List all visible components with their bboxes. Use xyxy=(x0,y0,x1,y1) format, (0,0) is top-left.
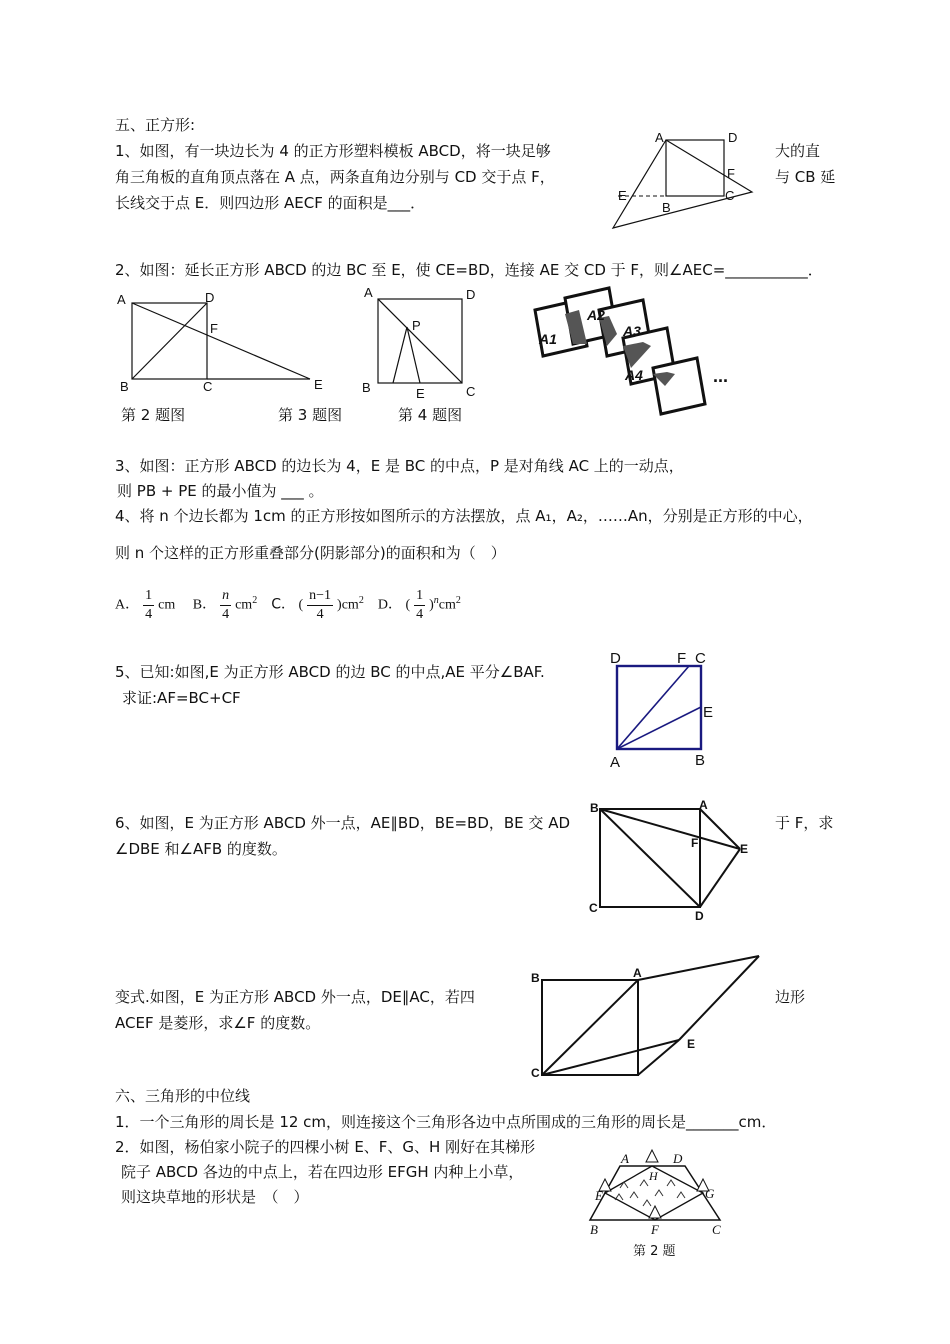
caption-fig4: 第 4 题图 xyxy=(398,406,463,424)
q3-line1: 3、如图：正方形 ABCD 的边长为 4，E 是 BC 的中点，P 是对角线 AC 上的一动点， xyxy=(115,457,684,475)
fig6-label-a: A xyxy=(699,798,708,812)
fig8-label-c: C xyxy=(712,1222,721,1237)
option-b-fraction: $\frac{n}{4}$ xyxy=(222,587,230,622)
q4-line2: 则 n 个这样的正方形重叠部分(阴影部分)的面积和为（ ） xyxy=(115,544,506,562)
q1-line2-right: 与 CB 延 xyxy=(775,168,836,186)
fig8-label-f: F xyxy=(651,1222,659,1237)
caption-fig2: 第 2 题图 xyxy=(121,406,186,424)
fig8-label-e: E xyxy=(595,1188,603,1203)
fig4-label-a3: A3 xyxy=(623,323,641,339)
s6-q2-line1: 2．如图，杨伯家小院子的四棵小树 E、F、G、H 刚好在其梯形 xyxy=(115,1138,536,1156)
q1-figure xyxy=(600,128,770,238)
fig3-label-c: C xyxy=(466,384,476,399)
fig5-label-e: E xyxy=(703,704,714,721)
fig3-label-d: D xyxy=(466,287,476,302)
q5-line2: 求证:AF=BC+CF xyxy=(122,689,241,707)
section6-title: 六、三角形的中位线 xyxy=(115,1087,251,1105)
fig5-label-c: C xyxy=(695,650,706,667)
option-c-label: C． xyxy=(271,596,295,613)
q1-line1: 1、如图，有一块边长为 4 的正方形塑料模板 ABCD，将一块足够 xyxy=(115,142,551,160)
fig8-label-a: A xyxy=(621,1151,629,1166)
option-c-fraction: $\frac{n-1}{4}$ xyxy=(309,587,332,622)
option-a-label: A． xyxy=(115,597,140,613)
fig4-label-a1: A1 xyxy=(539,331,557,347)
fig1-label-a: A xyxy=(655,130,664,145)
fig6-label-e: E xyxy=(740,842,749,856)
option-d-label: D． xyxy=(377,597,402,613)
fig7-label-b: B xyxy=(531,971,540,985)
s6-q2-caption: 第 2 题 xyxy=(633,1244,676,1259)
option-d-fraction: $\frac{1}{4}$ xyxy=(416,587,424,622)
fig5-label-d: D xyxy=(610,650,621,667)
fig3-label-p: P xyxy=(412,318,421,333)
q1-line3: 长线交于点 E．则四边形 AECF 的面积是___． xyxy=(115,194,426,212)
fig3-label-e: E xyxy=(416,386,425,401)
fig7-label-c: C xyxy=(531,1066,540,1080)
fig3-label-a: A xyxy=(364,285,373,300)
q5-figure xyxy=(605,650,725,770)
q4-figure xyxy=(525,288,755,418)
fig8-label-g: G xyxy=(705,1186,715,1201)
fig6-label-d: D xyxy=(695,909,704,923)
q1-line1-right: 大的直 xyxy=(775,142,821,160)
q2-text: 2、如图：延长正方形 ABCD 的边 BC 至 E，使 CE=BD，连接 AE 交 CD 于 F，则∠AEC=___________． xyxy=(115,261,823,279)
fig1-label-c: C xyxy=(725,188,735,203)
s6-q1: 1．一个三角形的周长是 12 cm，则连接这个三角形各边中点所围成的三角形的周长是_______cm． xyxy=(115,1113,777,1131)
fig8-label-h: H xyxy=(649,1169,658,1183)
fig1-label-e: E xyxy=(618,188,627,203)
fig5-label-b: B xyxy=(695,752,706,769)
variant-line1: 变式.如图，E 为正方形 ABCD 外一点，DE∥AC，若四 xyxy=(115,988,475,1006)
fig6-label-b: B xyxy=(590,801,599,815)
fig4-label-a4: A4 xyxy=(625,367,643,383)
q4-line1: 4、将 n 个边长都为 1cm 的正方形按如图所示的方法摆放，点 A₁，A₂，……An，分别是正方形的中心， xyxy=(115,507,813,525)
variant-line1-right: 边形 xyxy=(775,988,806,1006)
fig2-label-c: C xyxy=(203,379,213,394)
q3-line2: 则 PB + PE 的最小值为 ___ 。 xyxy=(117,482,324,500)
fig7-label-e: E xyxy=(687,1037,696,1051)
q6-line1-right: 于 F，求 xyxy=(775,814,834,832)
q6-line1: 6、如图，E 为正方形 ABCD 外一点，AE∥BD，BE=BD，BE 交 AD xyxy=(115,814,571,832)
fig1-label-b: B xyxy=(662,200,671,215)
variant-figure xyxy=(527,950,767,1080)
caption-fig3: 第 3 题图 xyxy=(278,406,343,424)
fig8-label-b: B xyxy=(590,1222,598,1237)
variant-line2: ACEF 是菱形，求∠F 的度数。 xyxy=(115,1014,321,1032)
fig4-label-a2: A2 xyxy=(587,307,605,323)
fig3-label-b: B xyxy=(362,380,371,395)
q4-options: A． $\frac{1}{4}$ cm B． $\frac{n}{4}$ $cm^2$ C． ( $\frac{n-1}{4}$ )$cm^2$ D． ( $\frac{1}{4}$ )$^ncm^2$ xyxy=(115,587,461,622)
fig1-label-f: F xyxy=(727,166,735,181)
fig6-label-c: C xyxy=(589,901,598,915)
fig2-label-b: B xyxy=(120,379,129,394)
q3-figure xyxy=(360,284,485,402)
fig6-label-f: F xyxy=(691,836,699,850)
option-a-fraction: $\frac{1}{4}$ xyxy=(145,587,153,622)
q6-figure xyxy=(585,797,760,922)
section5-title: 五、正方形: xyxy=(115,116,196,134)
fig2-label-a: A xyxy=(117,292,126,307)
fig4-ellipsis: ... xyxy=(713,366,729,386)
option-b-label: B． xyxy=(192,597,217,613)
s6-q2-figure xyxy=(585,1148,735,1238)
fig5-label-a: A xyxy=(610,754,621,771)
fig5-label-f: F xyxy=(677,650,687,667)
q5-line1: 5、已知:如图,E 为正方形 ABCD 的边 BC 的中点,AE 平分∠BAF. xyxy=(115,663,545,681)
q6-line2: ∠DBE 和∠AFB 的度数。 xyxy=(115,840,287,858)
q1-line2: 角三角板的直角顶点落在 A 点，两条直角边分别与 CD 交于点 F， xyxy=(115,168,555,186)
s6-q2-line3: 则这块草地的形状是 （ ） xyxy=(121,1188,309,1206)
fig2-label-e: E xyxy=(314,377,323,392)
fig2-label-d: D xyxy=(205,290,215,305)
fig7-label-a: A xyxy=(633,966,642,980)
fig8-label-d: D xyxy=(673,1151,683,1166)
q2-figure xyxy=(115,288,330,398)
s6-q2-line2: 院子 ABCD 各边的中点上，若在四边形 EFGH 内种上小草， xyxy=(121,1163,524,1181)
fig1-label-d: D xyxy=(728,130,738,145)
fig2-label-f: F xyxy=(210,321,218,336)
